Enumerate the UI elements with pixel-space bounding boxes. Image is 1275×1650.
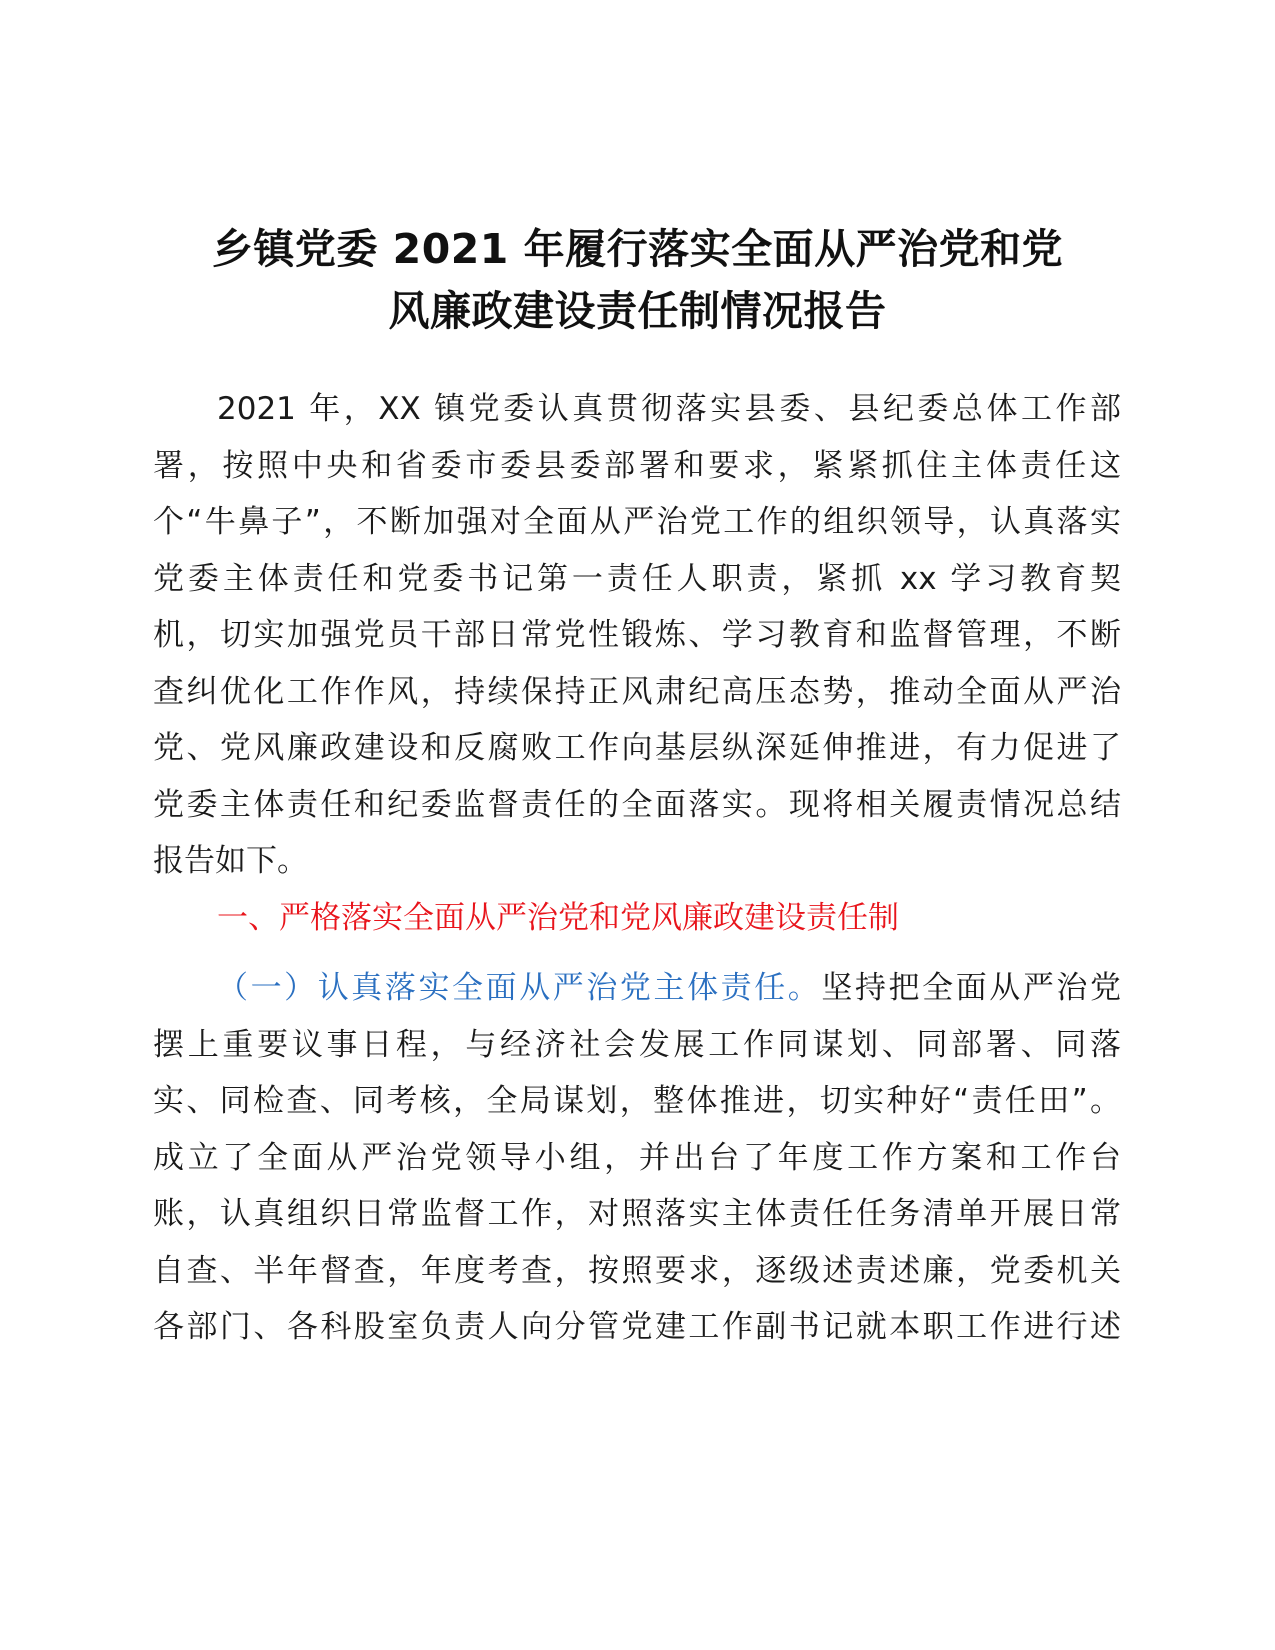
paragraph-line: 各部门、各科股室负责人向分管党建工作副书记就本职工作进行述 [153, 1309, 1121, 1345]
paragraph-line: 成立了全面从严治党领导小组，并出台了年度工作方案和工作台 [153, 1139, 1121, 1176]
paragraph-line: 党委主体责任和党委书记第一责任人职责，紧抓 xx 学习教育契 [153, 560, 1121, 597]
paragraph-line: 查纠优化工作作风，持续保持正风肃纪高压态势，推动全面从严治 [153, 673, 1121, 710]
paragraph-line: 机，切实加强党员干部日常党性锻炼、学习教育和监督管理，不断 [153, 617, 1121, 653]
paragraph-line: 账，认真组织日常监督工作，对照落实主体责任任务清单开展日常 [153, 1196, 1121, 1232]
intro-paragraph [153, 381, 1121, 890]
paragraph-line-rest: 坚持把全面从严治党 [821, 970, 1122, 1006]
title-line-1: 乡镇党委 2021 年履行落实全面从严治党和党 [211, 225, 1064, 273]
paragraph-line: 2021 年，XX 镇党委认真贯彻落实县委、县纪委总体工作部 [217, 391, 1121, 427]
paragraph-line: 党、党风廉政建设和反腐败工作向基层纵深延伸推进，有力促进了 [153, 730, 1121, 766]
paragraph-line: 个“牛鼻子”，不断加强对全面从严治党工作的组织领导，认真落实 [153, 504, 1121, 540]
paragraph-line: 摆上重要议事日程，与经济社会发展工作同谋划、同部署、同落 [153, 1026, 1121, 1063]
document-title [150, 218, 1125, 342]
section-1-paragraph [153, 960, 1121, 1356]
paragraph-line: 报告如下。 [153, 843, 308, 879]
title-line-2: 风廉政建设责任制情况报告 [388, 287, 887, 335]
paragraph-line: 党委主体责任和纪委监督责任的全面落实。现将相关履责情况总结 [153, 786, 1121, 823]
paragraph-first-line [153, 960, 1121, 1017]
paragraph-line: 实、同检查、同考核，全局谋划，整体推进，切实种好“责任田”。 [153, 1083, 1121, 1119]
subsection-heading: （一）认真落实全面从严治党主体责任。 [217, 970, 822, 1006]
section-heading: 一、严格落实全面从严治党和党风廉政建设责任制 [217, 900, 899, 936]
paragraph-line: 自查、半年督查，年度考查，按照要求，逐级述责述廉，党委机关 [153, 1252, 1121, 1289]
paragraph-line: 署，按照中央和省委市委县委部署和要求，紧紧抓住主体责任这 [153, 447, 1121, 484]
